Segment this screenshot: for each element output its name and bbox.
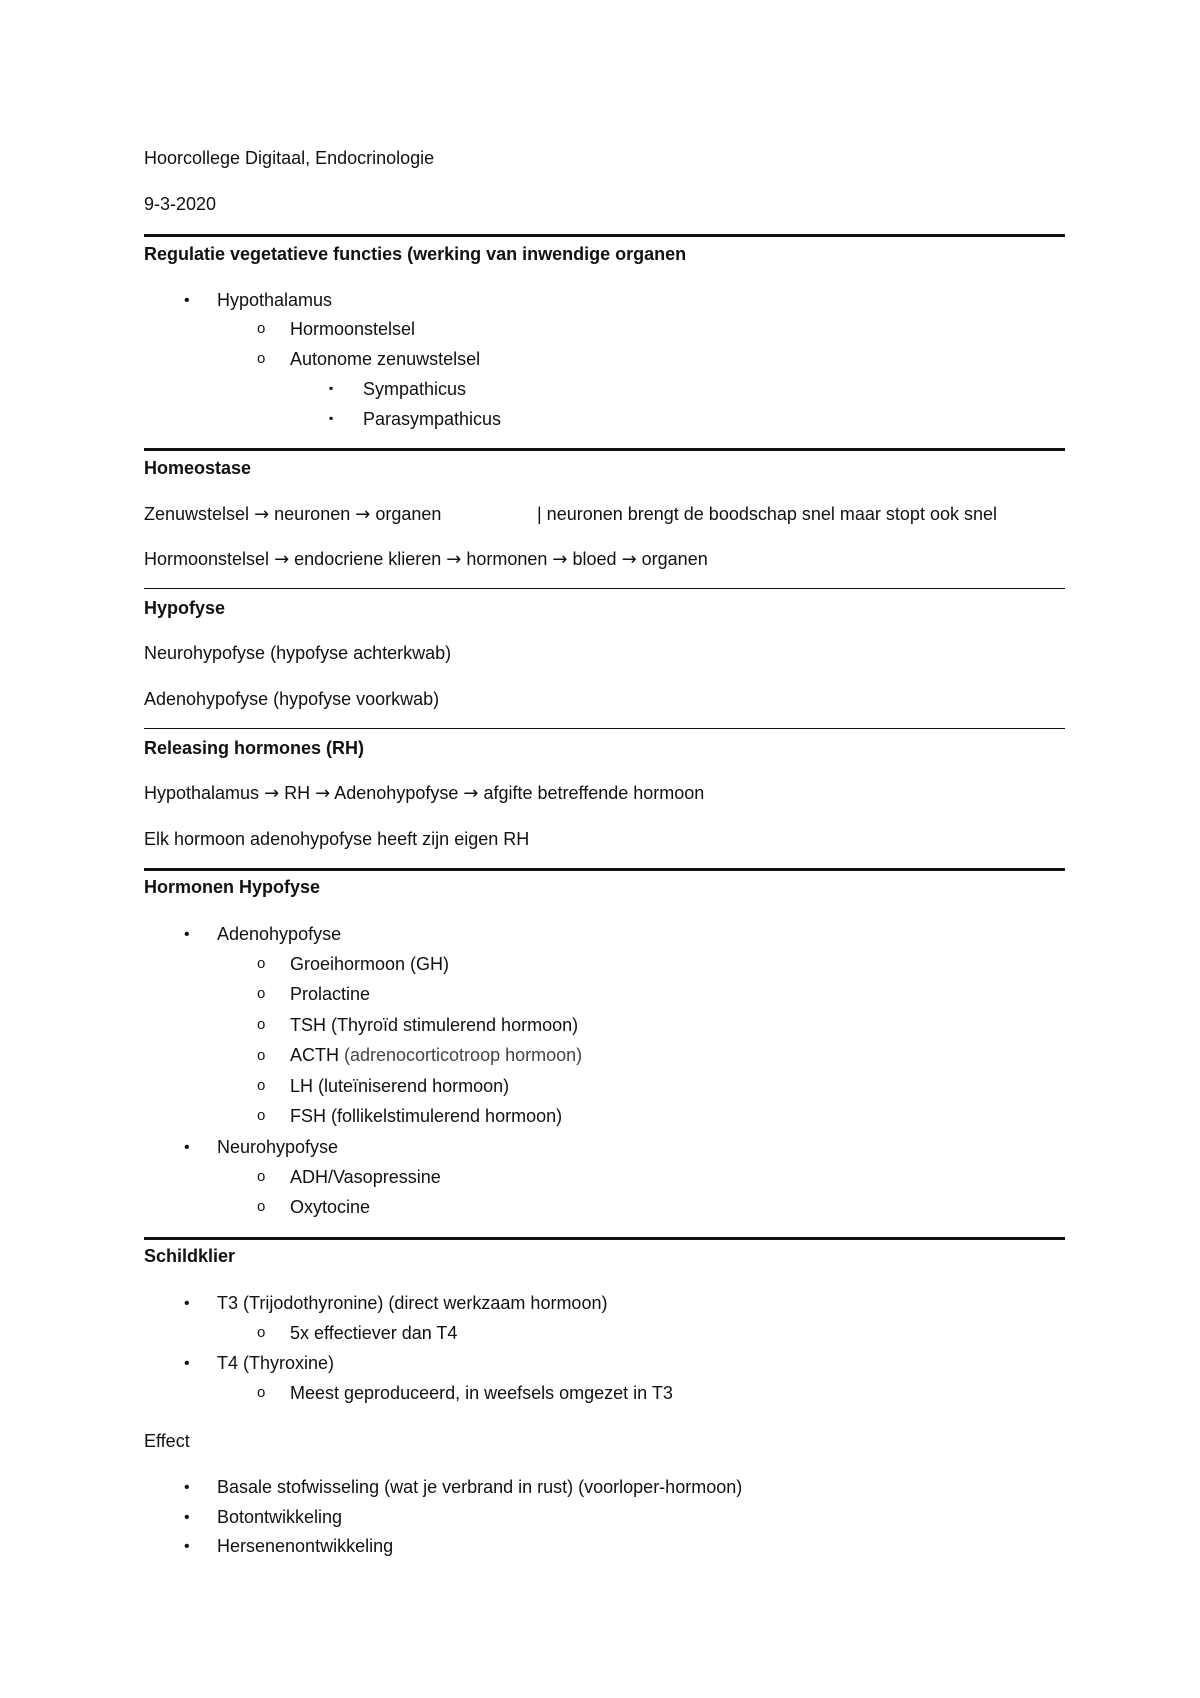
list-item: Groeihormoon (GH) xyxy=(290,954,450,974)
text-segment: hormonen xyxy=(461,549,553,569)
text-segment: Hormoonstelsel xyxy=(144,549,275,569)
sub-bullet: o xyxy=(257,1198,266,1215)
list-item: T3 (Trijodothyronine) (direct werkzaam hormoon) xyxy=(217,1293,608,1313)
text-segment: neuronen xyxy=(269,504,356,524)
list-item: Adenohypofyse xyxy=(217,924,342,944)
list-item: T4 (Thyroxine) xyxy=(217,1353,335,1373)
sub-bullet: o xyxy=(257,1016,266,1033)
text-segment: (adrenocorticotroop hormoon) xyxy=(344,1045,583,1065)
list-item: FSH (follikelstimulerend hormoon) xyxy=(290,1106,563,1126)
bullet: • xyxy=(184,1479,190,1496)
list-item: Sympathicus xyxy=(363,379,467,399)
section-divider xyxy=(144,234,1065,237)
sub-bullet: o xyxy=(257,1047,266,1064)
section-divider xyxy=(144,868,1065,871)
bullet: • xyxy=(184,1355,190,1372)
section-divider xyxy=(144,1237,1065,1240)
sub-bullet: o xyxy=(257,1384,266,1401)
bullet: • xyxy=(184,1509,190,1526)
bullet: • xyxy=(184,1538,190,1555)
list-item xyxy=(290,1044,582,1067)
heading-regulatie: Regulatie vegetatieve functies (werking van inwendige organen xyxy=(144,244,687,264)
text-segment: Hypothalamus xyxy=(144,783,265,803)
text-segment: organen xyxy=(370,504,442,524)
sub-bullet: o xyxy=(257,955,266,972)
list-item: Hypothalamus xyxy=(217,290,333,310)
section-divider xyxy=(144,588,1065,589)
paragraph: Elk hormoon adenohypofyse heeft zijn eigen RH xyxy=(144,829,530,849)
list-item: Hormoonstelsel xyxy=(290,319,416,339)
heading-hormonen: Hormonen Hypofyse xyxy=(144,877,321,897)
text-segment: endocriene klieren xyxy=(289,549,447,569)
text-segment: Adenohypofyse xyxy=(330,783,464,803)
page-title: Hoorcollege Digitaal, Endocrinologie xyxy=(144,148,435,168)
sub-bullet: o xyxy=(257,1168,266,1185)
heading-effect: Effect xyxy=(144,1431,190,1451)
sub-bullet: o xyxy=(257,1324,266,1341)
sub-bullet: o xyxy=(257,1107,266,1124)
list-item: Parasympathicus xyxy=(363,409,502,429)
heading-schildklier: Schildklier xyxy=(144,1246,236,1266)
date-line: 9-3-2020 xyxy=(144,194,217,214)
text-segment: RH xyxy=(279,783,316,803)
section-divider xyxy=(144,728,1065,729)
list-item: Meest geproduceerd, in weefsels omgezet in T3 xyxy=(290,1383,673,1403)
heading-homeostase: Homeostase xyxy=(144,458,252,478)
bullet: • xyxy=(184,926,190,943)
list-item: Oxytocine xyxy=(290,1197,371,1217)
sub-bullet: o xyxy=(257,350,266,367)
list-item: TSH (Thyroïd stimulerend hormoon) xyxy=(290,1015,579,1035)
list-item: ADH/Vasopressine xyxy=(290,1167,441,1187)
text-segment: organen xyxy=(636,549,708,569)
arrow-icon: → xyxy=(463,783,479,804)
arrow-icon: → xyxy=(315,783,331,804)
list-item: Botontwikkeling xyxy=(217,1507,343,1527)
arrow-icon: → xyxy=(552,549,568,570)
arrow-icon: → xyxy=(355,504,371,525)
sub-bullet: o xyxy=(257,1077,266,1094)
square-bullet: ▪ xyxy=(329,381,334,395)
list-item: Hersenenontwikkeling xyxy=(217,1536,394,1556)
homeostase-line-1 xyxy=(144,503,441,527)
arrow-icon: → xyxy=(264,783,280,804)
homeostase-note: | neuronen brengt de boodschap snel maar stopt ook snel xyxy=(537,504,997,524)
releasing-line-1 xyxy=(144,782,704,806)
text-segment: Zenuwstelsel xyxy=(144,504,255,524)
sub-bullet: o xyxy=(257,320,266,337)
bullet: • xyxy=(184,292,190,309)
list-item: Neurohypofyse xyxy=(217,1137,339,1157)
arrow-icon: → xyxy=(446,549,462,570)
homeostase-line-2 xyxy=(144,548,708,572)
paragraph: Neurohypofyse (hypofyse achterkwab) xyxy=(144,643,452,663)
heading-hypofyse: Hypofyse xyxy=(144,598,226,618)
list-item: Autonome zenuwstelsel xyxy=(290,349,481,369)
text-segment: ACTH xyxy=(290,1045,344,1065)
text-segment: bloed xyxy=(567,549,622,569)
heading-releasing: Releasing hormones (RH) xyxy=(144,738,365,758)
section-divider xyxy=(144,448,1065,451)
bullet: • xyxy=(184,1295,190,1312)
arrow-icon: → xyxy=(274,549,290,570)
list-item: Prolactine xyxy=(290,984,371,1004)
arrow-icon: → xyxy=(254,504,270,525)
arrow-icon: → xyxy=(621,549,637,570)
paragraph: Adenohypofyse (hypofyse voorkwab) xyxy=(144,689,440,709)
sub-bullet: o xyxy=(257,985,266,1002)
text-segment: afgifte betreffende hormoon xyxy=(478,783,705,803)
list-item: Basale stofwisseling (wat je verbrand in rust) (voorloper-hormoon) xyxy=(217,1477,743,1497)
bullet: • xyxy=(184,1139,190,1156)
list-item: 5x effectiever dan T4 xyxy=(290,1323,458,1343)
square-bullet: ▪ xyxy=(329,411,334,425)
list-item: LH (luteïniserend hormoon) xyxy=(290,1076,510,1096)
